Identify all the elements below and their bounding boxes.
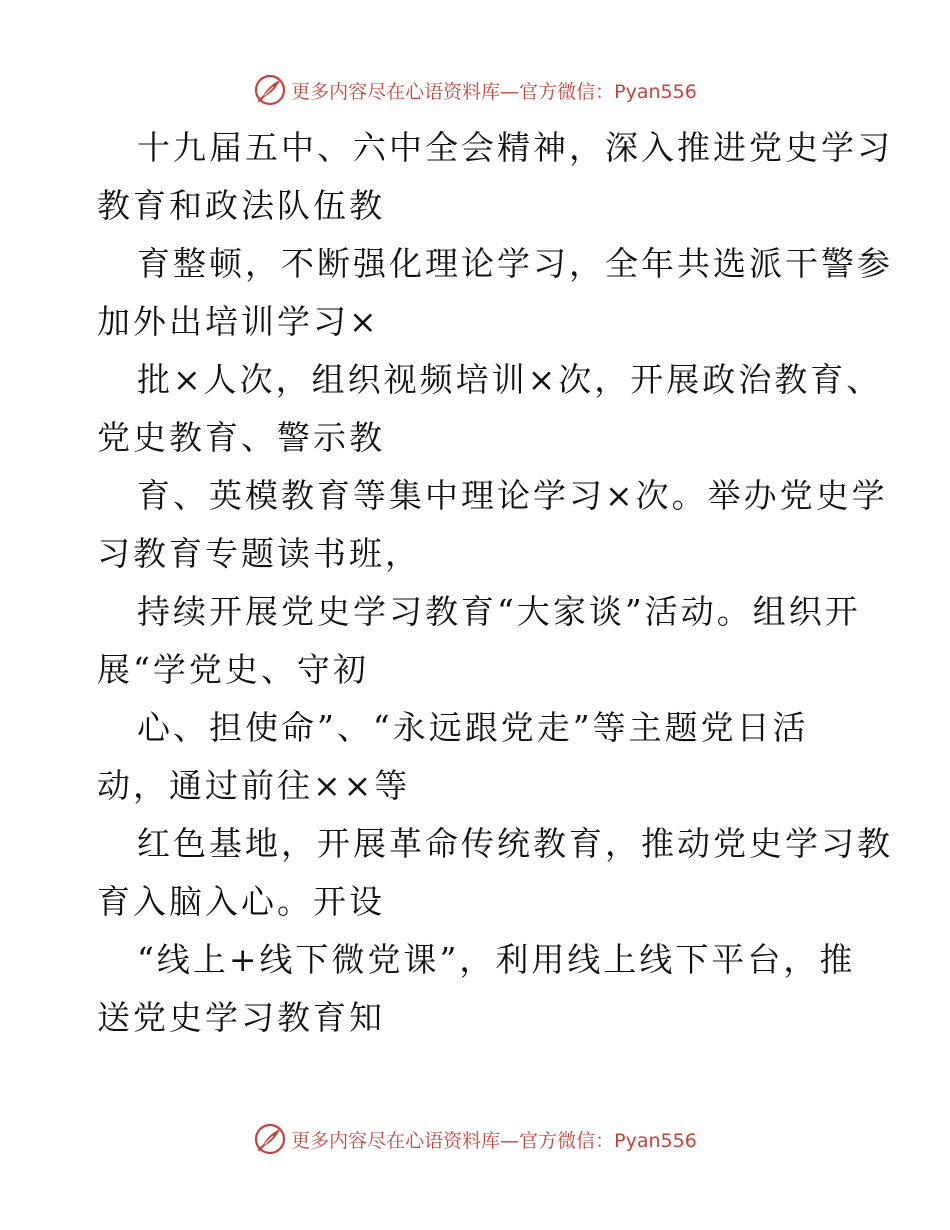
text-line: 动，通过前往××等	[97, 766, 411, 805]
feather-pen-logo-icon	[253, 73, 287, 107]
text-line: 党史教育、警示教	[97, 418, 385, 457]
text-line: 教育和政法队伍教	[97, 186, 385, 225]
footer-watermark-banner	[0, 1119, 950, 1159]
text-line: 送党史学习教育知	[97, 998, 385, 1037]
document-body	[97, 119, 893, 1047]
text-line: 加外出培训学习×	[97, 302, 380, 341]
text-line: 习教育专题读书班，	[97, 534, 421, 573]
text-line: 红色基地，开展革命传统教育，推动党史学习教	[137, 824, 893, 863]
text-line: 持续开展党史学习教育“大家谈”活动。组织开	[137, 592, 861, 631]
header-watermark-banner	[0, 70, 950, 110]
watermark-text: 更多内容尽在心语资料库—官方微信：Pyan556	[291, 1129, 697, 1152]
text-line: 展“学党史、守初	[97, 650, 369, 689]
text-line: 心、担使命”、“永远跟党走”等主题党日活	[137, 708, 809, 747]
text-line: 育、英模教育等集中理论学习×次。举办党史学	[137, 476, 888, 515]
text-line: 育整顿，不断强化理论学习，全年共选派干警参	[137, 244, 893, 283]
text-line: 育入脑入心。开设	[97, 882, 385, 921]
watermark-text: 更多内容尽在心语资料库—官方微信：Pyan556	[291, 80, 697, 103]
text-line: 批×人次，组织视频培训×次，开展政治教育、	[137, 360, 883, 399]
text-line: “线上+线下微党课”，利用线上线下平台，推	[137, 940, 856, 979]
text-line: 十九届五中、六中全会精神，深入推进党史学习	[137, 128, 893, 167]
feather-pen-logo-icon	[253, 1122, 287, 1156]
